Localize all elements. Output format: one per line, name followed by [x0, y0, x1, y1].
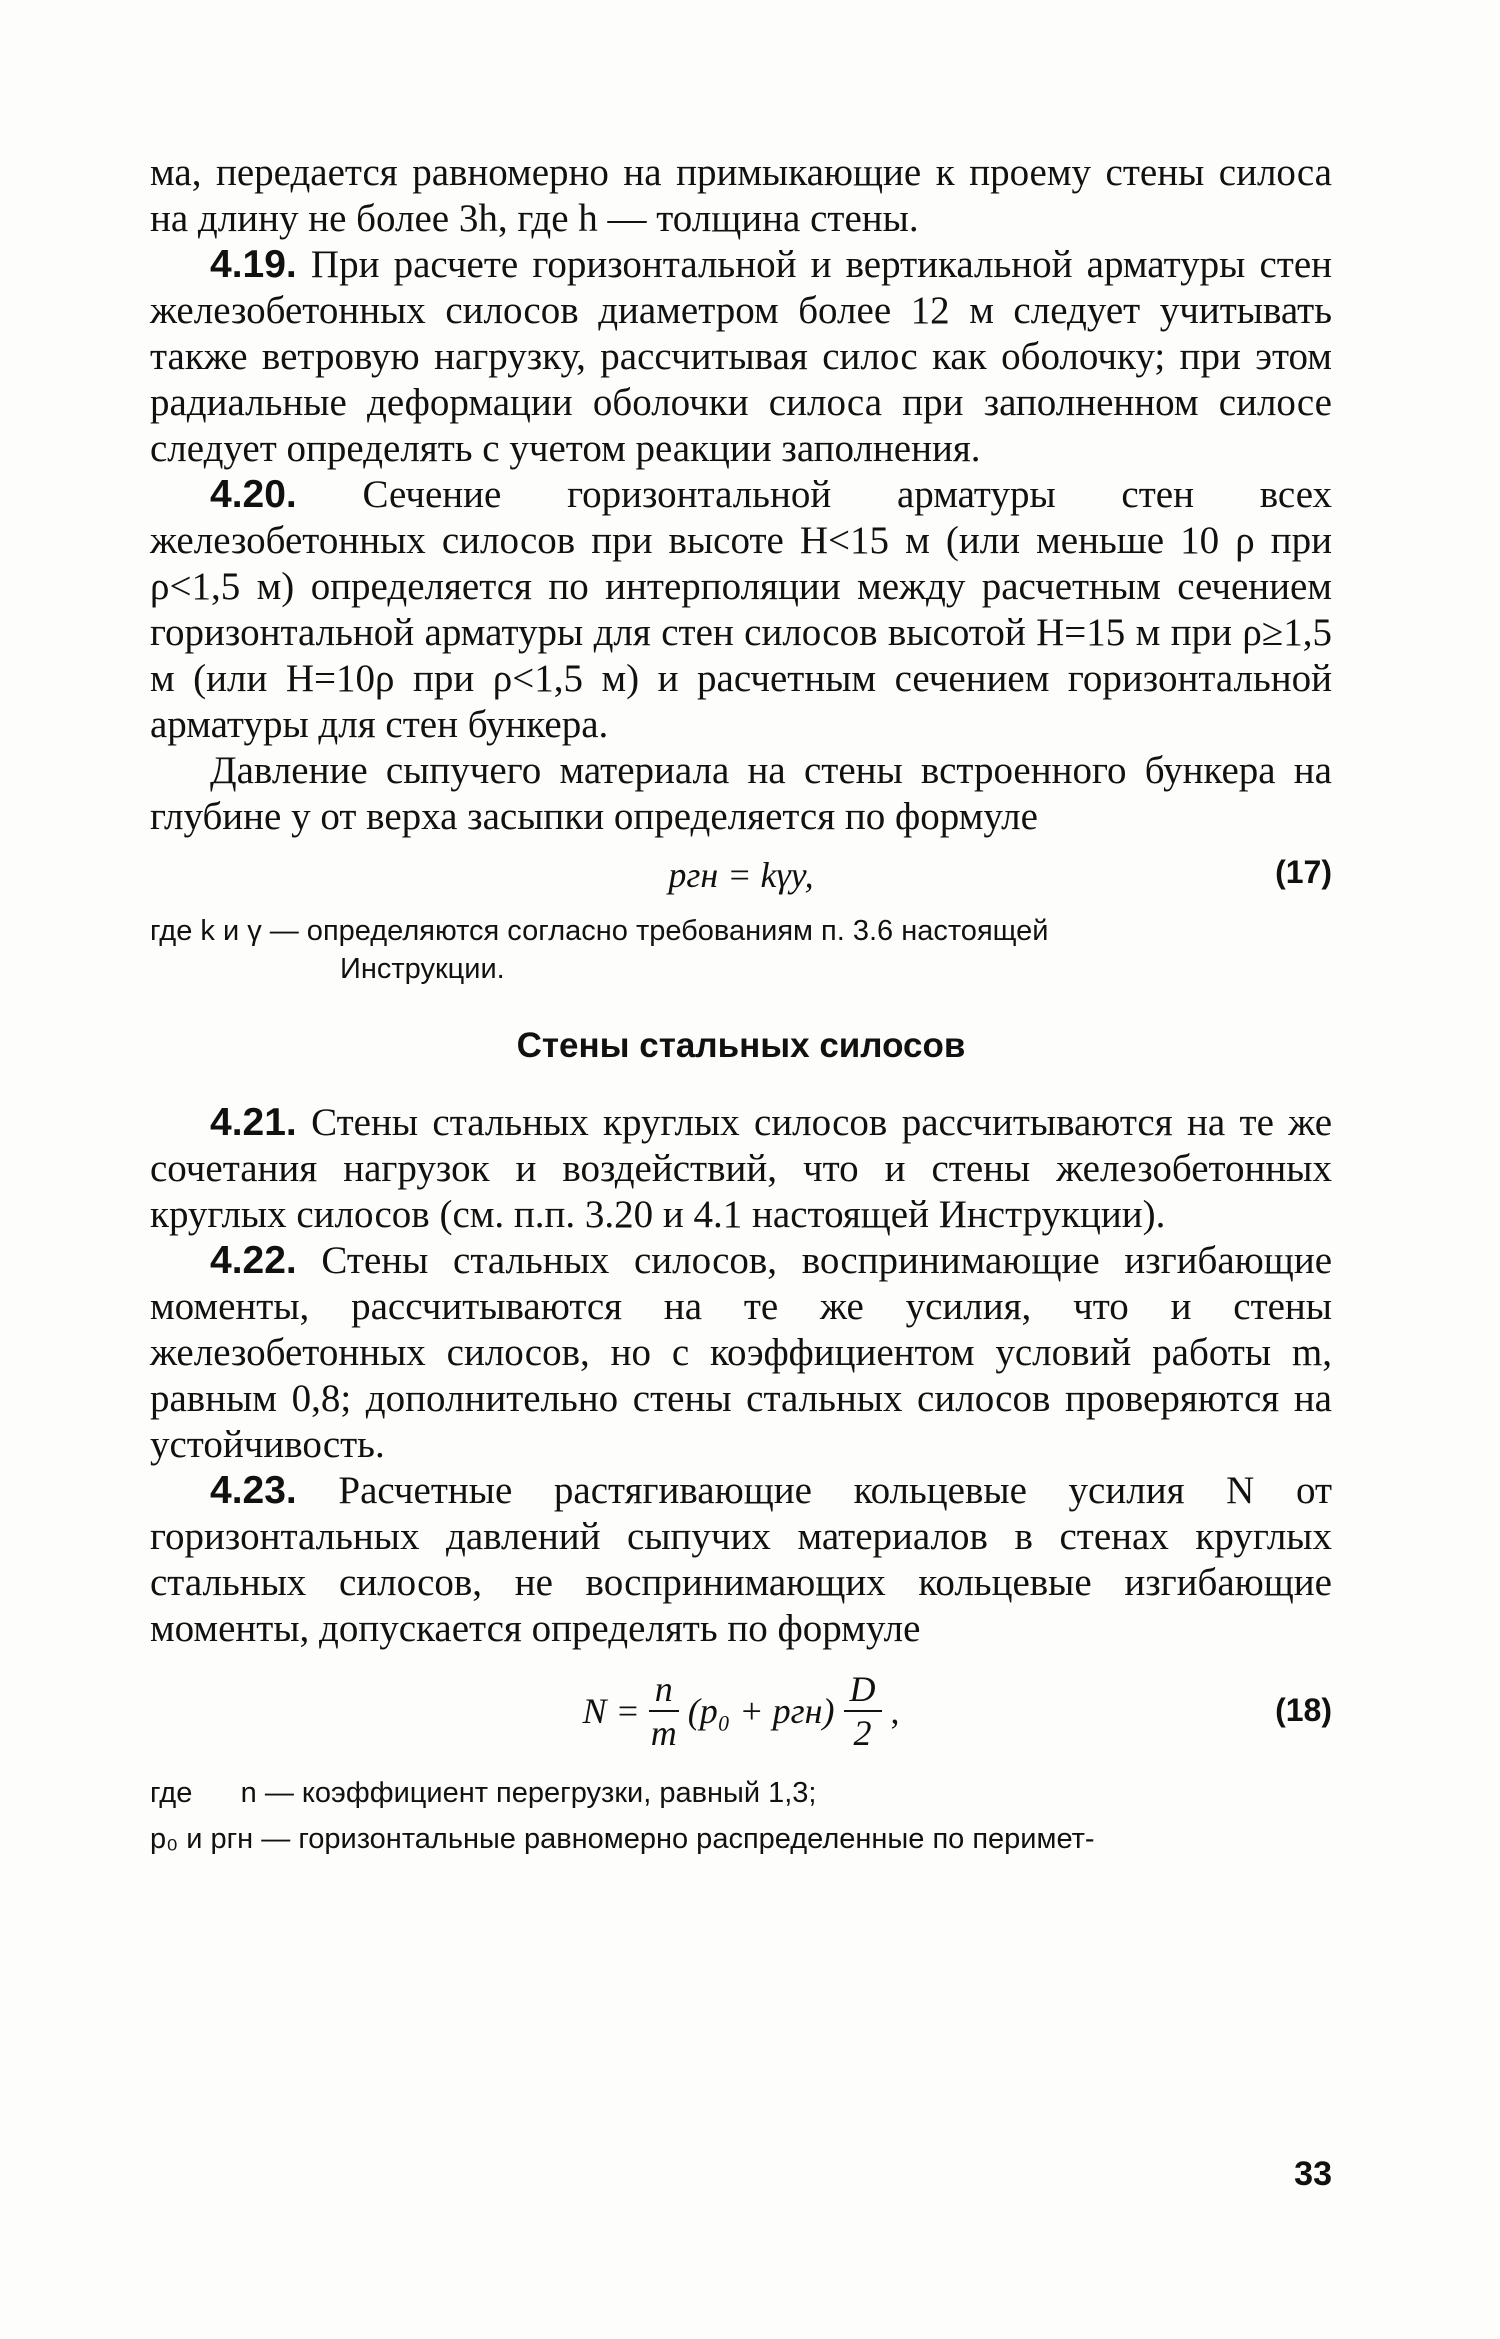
clause-text: Стены стальных круглых силосов рассчитываются на те же сочетания нагрузок и воздействий, что и стены железобетонных круглых силосов (см. п.п. 3.20 и 4.1 настоящей Инструкции).: [150, 1101, 1332, 1236]
clause-number: 4.19.: [210, 243, 297, 286]
clause-text: Стены стальных силосов, воспринимающие изгибающие моменты, рассчитываются на те же усилия, что и стены железобетонных силосов, но с коэффициентом условий работы m, равным 0,8; дополнительно стены стальных силосов проверяются на устойчивость.: [150, 1239, 1333, 1466]
note-line: Инструкции.: [340, 953, 505, 985]
formula-18: [150, 1662, 1332, 1762]
formula-expression: [150, 1668, 1332, 1754]
note-line: где n — коэффициент перегрузки, равный 1,3;: [150, 1777, 817, 1809]
formula-lhs: N =: [582, 1691, 640, 1731]
main-column: [150, 150, 1332, 1862]
paragraph-4-21: [150, 1100, 1332, 1238]
clause-text: При расчете горизонтальной и вертикальной арматуры стен железобетонных силосов диаметром более 12 м следует учитывать также ветровую нагрузку, рассчитывая силос как оболочку; при этом радиальные деформации оболочки силоса при заполненном силосе следует определять с учетом реакции заполнения.: [150, 243, 1333, 470]
clause-text: Расчетные растягивающие кольцевые усилия N от горизонтальных давлений сыпучих материалов в стенах круглых стальных силосов, не воспринимающих кольцевые изгибающие моменты, допускается определять по формуле: [150, 1469, 1332, 1650]
formula-number: (18): [1275, 1692, 1332, 1728]
clause-number: 4.22.: [210, 1239, 297, 1282]
formula-middle: (p₀ + pгн): [687, 1691, 835, 1731]
pressure-paragraph: Давление сыпучего материала на стены встроенного бункера на глубине y от верха засыпки определяется по формуле: [150, 749, 1332, 838]
paragraph-4-22: [150, 1238, 1332, 1468]
paragraph-4-19: [150, 242, 1332, 472]
formula-tail: ,: [890, 1691, 900, 1731]
note-line: где k и γ — определяются согласно требованиям п. 3.6 настоящей: [150, 915, 1049, 947]
page-number: 33: [1294, 2155, 1332, 2193]
formula-17: [150, 854, 1332, 904]
fraction-denominator: 2: [853, 1713, 872, 1753]
formula-17-note: [150, 912, 1332, 988]
note-line: p₀ и pгн — горизонтальные равномерно распределенные по перимет-: [150, 1823, 1095, 1855]
fraction-numerator: n: [649, 1668, 679, 1712]
paragraph-4-23: [150, 1468, 1332, 1652]
clause-number: 4.21.: [210, 1101, 297, 1144]
section-heading: Стены стальных силосов: [516, 1026, 966, 1065]
clause-number: 4.20.: [210, 473, 297, 516]
fraction-numerator: D: [844, 1668, 882, 1712]
formula-18-note: [150, 1770, 1332, 1862]
formula-expression: pгн = kγy,: [668, 855, 814, 895]
fraction-d-over-2: [844, 1668, 882, 1754]
clause-number: 4.23.: [210, 1469, 297, 1512]
fraction-n-over-m: [649, 1668, 679, 1754]
formula-number: (17): [1275, 854, 1332, 890]
paragraph-4-20: [150, 472, 1332, 748]
fraction-denominator: m: [650, 1713, 677, 1753]
clause-text: Сечение горизонтальной арматуры стен всех железобетонных силосов при высоте H<15 м (или меньше 10 ρ при ρ<1,5 м) определяется по интерполяции между расчетным сечением горизонтальной арматуры для стен силосов высотой H=15 м при ρ≥1,5 м (или H=10ρ при ρ<1,5 м) и расчетным сечением горизонтальной арматуры для стен бункера.: [150, 473, 1332, 746]
intro-paragraph: ма, передается равномерно на примыкающие к проему стены силоса на длину не более 3h, где h — толщина стены.: [150, 151, 1332, 240]
